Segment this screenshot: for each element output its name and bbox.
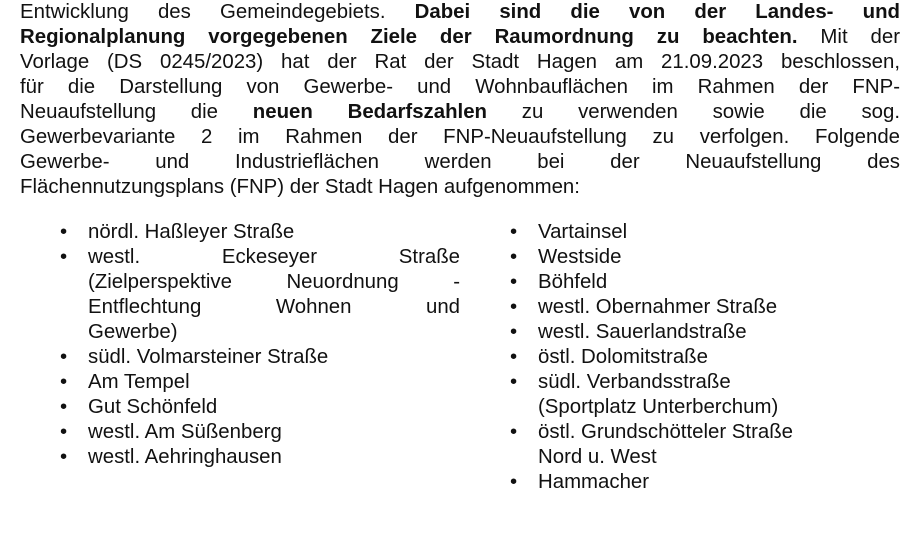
paragraph-text: Entwicklung des Gemeindegebiets. — [20, 1, 415, 23]
list-item-line: östl. Dolomitstraße — [538, 346, 708, 368]
bullet-icon: • — [60, 221, 68, 243]
paragraph-line — [20, 0, 900, 25]
list-item — [60, 370, 460, 395]
list-item-text — [538, 245, 890, 270]
list-item-line: Hammacher — [538, 471, 650, 493]
list-item-text — [88, 445, 460, 470]
right-bullet-list — [510, 220, 890, 495]
paragraph-line — [20, 25, 900, 50]
list-item-text — [538, 320, 890, 345]
list-item-text — [88, 245, 460, 345]
paragraph-text: Vorlage (DS 0245/2023) hat der Rat der Stadt Hagen am 21.09.2023 beschlossen, — [20, 51, 900, 73]
list-item-line: Entflechtung Wohnen und — [88, 296, 460, 318]
list-item-text — [88, 370, 460, 395]
emphasized-text: neuen Bedarfszahlen — [252, 101, 487, 123]
list-item-text — [538, 470, 890, 495]
body-paragraph — [20, 0, 900, 200]
list-item — [60, 395, 460, 420]
list-item — [510, 370, 890, 420]
list-item-line: südl. Volmarsteiner Straße — [88, 346, 329, 368]
list-item-line: westl. Eckeseyer Straße — [88, 246, 460, 268]
bullet-icon: • — [510, 371, 518, 393]
paragraph-line — [20, 50, 900, 75]
list-item — [510, 220, 890, 245]
paragraph-text: Flächennutzungsplans (FNP) der Stadt Hagen aufgenommen: — [20, 176, 580, 198]
list-item-text — [538, 270, 890, 295]
bullet-icon: • — [510, 271, 518, 293]
list-item-line: nördl. Haßleyer Straße — [88, 221, 295, 243]
paragraph-line — [20, 125, 900, 150]
list-item — [60, 345, 460, 370]
bullet-icon: • — [510, 221, 518, 243]
paragraph-line — [20, 175, 900, 200]
paragraph-text: zu verwenden sowie die sog. — [487, 101, 901, 123]
bullet-icon: • — [60, 446, 68, 468]
list-item — [60, 445, 460, 470]
list-item — [60, 420, 460, 445]
bullet-icon: • — [510, 421, 518, 443]
list-item-line: südl. Verbandsstraße — [538, 371, 731, 393]
list-item-text — [538, 295, 890, 320]
list-item — [60, 245, 460, 345]
list-item-line: westl. Obernahmer Straße — [538, 296, 778, 318]
emphasized-text: Regionalplanung vorgegebenen Ziele der Raumordnung zu beachten. — [20, 26, 798, 48]
bullet-icon: • — [60, 346, 68, 368]
list-item-text — [538, 220, 890, 245]
list-item — [510, 420, 890, 470]
list-item-line: westl. Am Süßenberg — [88, 421, 282, 443]
list-item — [60, 220, 460, 245]
list-item-line: (Zielperspektive Neuordnung - — [88, 271, 460, 293]
list-item-line: Westside — [538, 246, 622, 268]
list-item-text — [538, 420, 890, 470]
list-item-line: Böhfeld — [538, 271, 608, 293]
list-item-line: Gewerbe) — [88, 321, 178, 343]
list-item-text — [88, 420, 460, 445]
list-item-line: Gut Schönfeld — [88, 396, 218, 418]
emphasized-text: Dabei sind die von der Landes- und — [414, 1, 900, 23]
list-item — [510, 245, 890, 270]
bullet-icon: • — [60, 371, 68, 393]
bullet-icon: • — [510, 471, 518, 493]
paragraph-line — [20, 100, 900, 125]
list-item-line: östl. Grundschötteler Straße — [538, 421, 793, 443]
bullet-icon: • — [60, 246, 68, 268]
paragraph-text: Neuaufstellung die — [20, 101, 253, 123]
list-item — [510, 320, 890, 345]
list-item-line: westl. Aehringhausen — [88, 446, 282, 468]
list-item-line: Vartainsel — [538, 221, 628, 243]
list-item-line: (Sportplatz Unterberchum) — [538, 396, 779, 418]
list-item-text — [88, 345, 460, 370]
list-item — [510, 470, 890, 495]
list-item-text — [88, 395, 460, 420]
list-item-line: Am Tempel — [88, 371, 190, 393]
list-item-line: Nord u. West — [538, 446, 657, 468]
paragraph-text: Gewerbevariante 2 im Rahmen der FNP-Neuaufstellung zu verfolgen. Folgende — [20, 126, 900, 148]
paragraph-text: Mit der — [797, 26, 900, 48]
bullet-icon: • — [60, 396, 68, 418]
list-item — [510, 270, 890, 295]
paragraph-text: Gewerbe- und Industrieflächen werden bei der Neuaufstellung des — [20, 151, 900, 173]
bullet-icon: • — [60, 421, 68, 443]
paragraph-text: für die Darstellung von Gewerbe- und Wohnbauflächen im Rahmen der FNP- — [20, 76, 900, 98]
paragraph-line — [20, 75, 900, 100]
list-item — [510, 345, 890, 370]
list-item-text — [538, 370, 890, 420]
list-item — [510, 295, 890, 320]
list-item-text — [88, 220, 460, 245]
bullet-icon: • — [510, 296, 518, 318]
bullet-icon: • — [510, 246, 518, 268]
paragraph-line — [20, 150, 900, 175]
list-item-text — [538, 345, 890, 370]
left-bullet-list — [60, 220, 460, 470]
bullet-icon: • — [510, 346, 518, 368]
list-item-line: westl. Sauerlandstraße — [538, 321, 747, 343]
bullet-icon: • — [510, 321, 518, 343]
